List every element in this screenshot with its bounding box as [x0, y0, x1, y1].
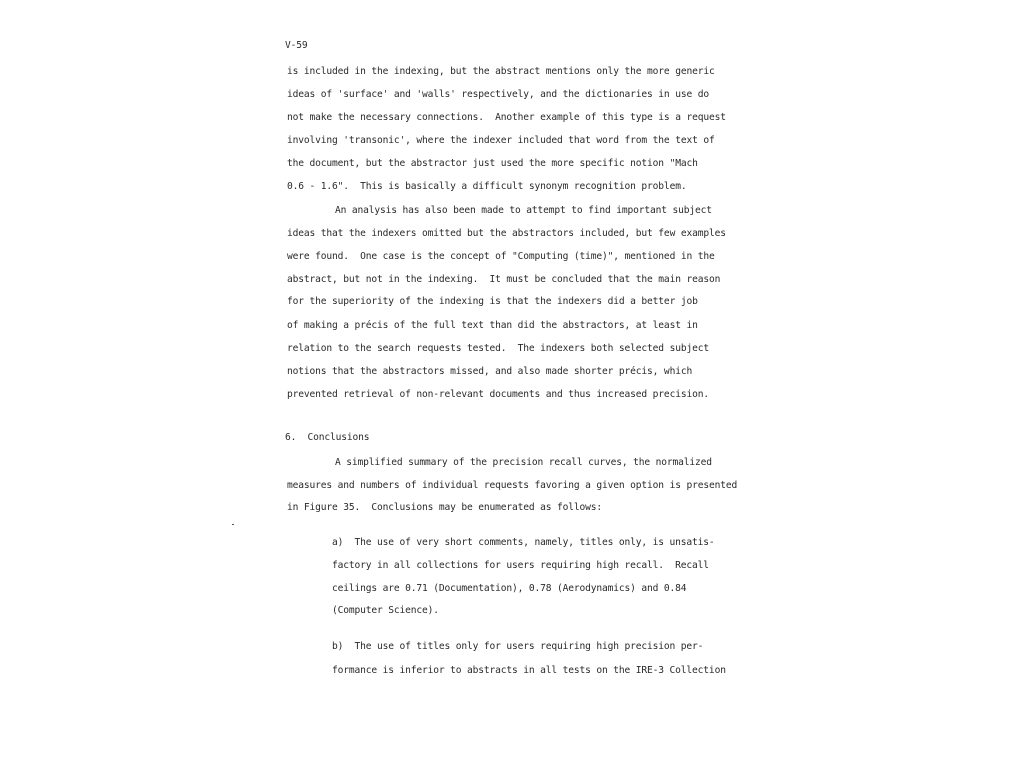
scan-speck [232, 524, 234, 525]
paragraph-1-line-1: is included in the indexing, but the abstract mentions only the more generic [287, 66, 715, 77]
paragraph-1-line-6: 0.6 - 1.6". This is basically a difficult synonym recognition problem. [287, 181, 687, 192]
paragraph-3-line-3: in Figure 35. Conclusions may be enumerated as follows: [287, 502, 603, 513]
paragraph-2-line-9: prevented retrieval of non-relevant documents and thus increased precision. [287, 389, 709, 400]
paragraph-1-line-3: not make the necessary connections. Another example of this type is a request [287, 112, 726, 123]
paragraph-2-line-8: notions that the abstractors missed, and also made shorter précis, which [287, 366, 693, 377]
item-a-line-2: factory in all collections for users requiring high recall. Recall [332, 560, 709, 571]
paragraph-1-line-4: involving 'transonic', where the indexer included that word from the text of [287, 135, 715, 146]
paragraph-2-line-7: relation to the search requests tested. The indexers both selected subject [287, 343, 709, 354]
paragraph-3-line-2: measures and numbers of individual requests favoring a given option is presented [287, 480, 738, 491]
paragraph-2-line-4: abstract, but not in the indexing. It must be concluded that the main reason [287, 274, 721, 285]
paragraph-2-line-5: for the superiority of the indexing is that the indexers did a better job [287, 296, 698, 307]
item-a-line-1: a) The use of very short comments, namely, titles only, is unsatis- [332, 537, 715, 548]
paragraph-3-line-1: A simplified summary of the precision recall curves, the normalized [335, 457, 712, 468]
item-a-line-3: ceilings are 0.71 (Documentation), 0.78 (Aerodynamics) and 0.84 [332, 583, 687, 594]
page-number: V-59 [285, 40, 308, 51]
paragraph-1-line-5: the document, but the abstractor just used the more specific notion "Mach [287, 158, 698, 169]
item-a-line-4: (Computer Science). [332, 605, 439, 616]
paragraph-2-line-6: of making a précis of the full text than did the abstractors, at least in [287, 320, 698, 331]
item-b-line-1: b) The use of titles only for users requiring high precision per- [332, 641, 704, 652]
paragraph-2-line-2: ideas that the indexers omitted but the abstractors included, but few examples [287, 228, 726, 239]
paragraph-2-line-1: An analysis has also been made to attempt to find important subject [335, 205, 712, 216]
item-b-line-2: formance is inferior to abstracts in all tests on the IRE-3 Collection [332, 665, 726, 676]
section-heading: 6. Conclusions [285, 432, 370, 443]
paragraph-2-line-3: were found. One case is the concept of "Computing (time)", mentioned in the [287, 251, 715, 262]
paragraph-1-line-2: ideas of 'surface' and 'walls' respectively, and the dictionaries in use do [287, 89, 709, 100]
